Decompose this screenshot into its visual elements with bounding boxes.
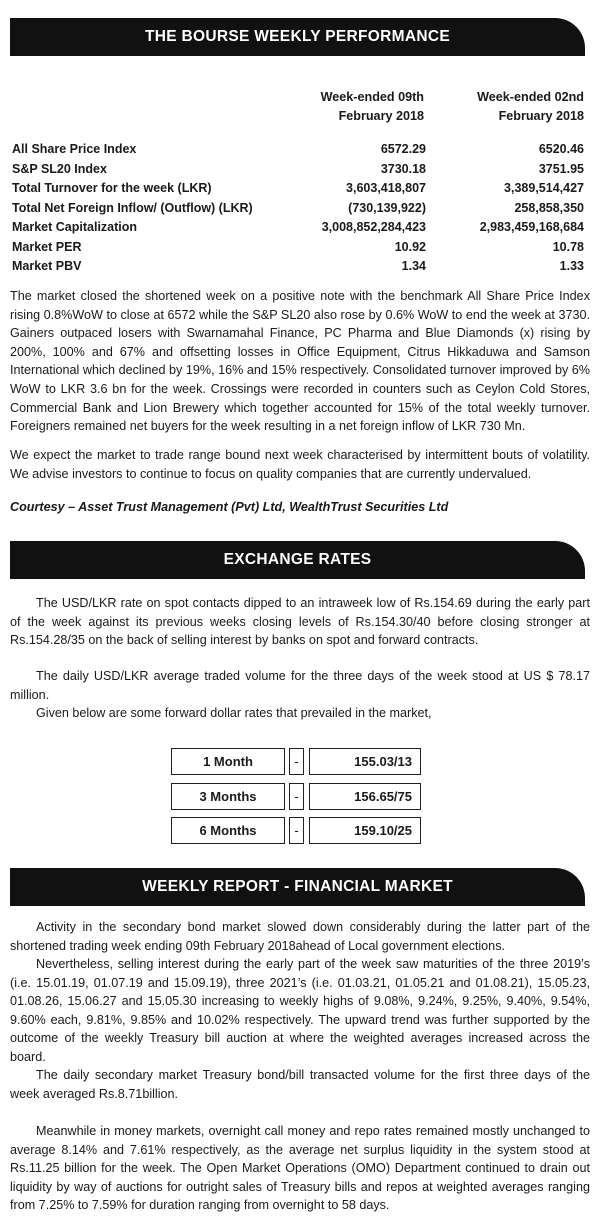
bourse-summary-paragraph: The market closed the shortened week on a positive note with the benchmark All Share Price Index rising 0.8%WoW to close at 6572 while the S&P SL20 also rose by 0.6% WoW to end the week at 3730. Gainers outpaced losers with Swarnamahal Finance, PC Pharma and Blue Diamonds (x) rising by 200%, 100% and 67% and offsetting losses in Office Equipment, Citrus Hikkaduwa and Samson International which declined by 19%, 16% and 15% respectively. Consolidated turnover improved by 6% WoW to LKR 3.6 bn for the week. Crossings were recorded in counters such as Ceylon Cold Stores, Commercial Bank and Lion Brewery which together accounted for 15% of the total weekly turnover. Foreigners remained net buyers for the week resulting in a net foreign inflow of LKR 730 Mn. — [10, 289, 590, 434]
exchange-banner — [10, 541, 585, 579]
column-header-current-week — [280, 88, 424, 126]
previous-value: 3,389,514,427 — [504, 181, 584, 195]
weekly-paragraph-volume: The daily secondary market Treasury bond/bill transacted volume for the first three days of the week averaged Rs.8.71billion. — [10, 1068, 590, 1101]
row-label: Market Capitalization — [12, 220, 138, 234]
performance-table — [12, 140, 588, 277]
table-row — [12, 257, 588, 277]
row-label: S&P SL20 Index — [12, 161, 107, 176]
weekly-paragraph-money-markets: Meanwhile in money markets, overnight call money and repo rates remained mostly unchanged to average 8.14% and 7.61% respectively, as the average net surplus liquidity in the system stood at Rs.11.25 billion for the week. The Open Market Operations (OMO) Department continued to drain out liquidity by way of auctions for outright sales of Treasury bills and repos at weighted averages ranging from 7.25% to 7.59% for duration ranging from overnight to 58 days. — [10, 1124, 590, 1213]
exchange-paragraph-volume: The daily USD/LKR average traded volume for the three days of the week stood at US $ 78.17 million. — [10, 669, 590, 702]
table-row — [12, 179, 588, 199]
column-header-previous-week — [430, 88, 584, 126]
row-label: Total Turnover for the week (LKR) — [12, 181, 212, 195]
forward-rate: 155.03/13 — [309, 748, 421, 775]
previous-value: 3751.95 — [538, 161, 584, 176]
previous-value: 1.33 — [559, 259, 584, 273]
bourse-banner — [10, 18, 585, 56]
row-label: Market PER — [12, 239, 82, 254]
forward-separator: - — [289, 748, 304, 775]
table-row — [12, 160, 588, 180]
table-row — [12, 140, 588, 160]
table-row — [12, 218, 588, 238]
previous-value: 6520.46 — [538, 142, 584, 156]
exchange-paragraph-forward-intro: Given below are some forward dollar rates that prevailed in the market, — [36, 706, 432, 720]
row-label: Market PBV — [12, 259, 82, 273]
weekly-report-banner — [10, 868, 585, 906]
previous-value: 2,983,459,168,684 — [479, 220, 584, 234]
forward-rate: 156.65/75 — [309, 783, 421, 810]
table-row — [12, 199, 588, 219]
current-value: 10.92 — [394, 239, 426, 254]
weekly-report-title: WEEKLY REPORT - FINANCIAL MARKET — [142, 878, 453, 895]
forward-separator: - — [289, 817, 304, 844]
row-label: Total Net Foreign Inflow/ (Outflow) (LKR) — [12, 200, 253, 215]
column-header-line: Week-ended 02nd — [477, 90, 584, 104]
previous-value: 10.78 — [552, 239, 584, 254]
current-value: 3730.18 — [380, 161, 426, 176]
weekly-paragraph-maturities: Nevertheless, selling interest during the early part of the week saw maturities of the three 2019’s (i.e. 15.01.19, 01.07.19 and 15.09.19), three 2021’s (i.e. 01.03.21, 01.05.21 and 01.08.21), 15.05.23, 01.08.26, 15.06.27 and 15.05.30 increasing to weekly highs of 9.08%, 9.24%, 9.25%, 9.40%, 9.54%, 9.60% each, 9.81%, 9.85% and 10.02% respectively. The upward trend was further supported by the outcome of the weekly Treasury bill auction at where the weighted averages increased across the board. — [10, 957, 590, 1064]
current-value: 1.34 — [401, 259, 426, 273]
current-value: (730,139,922) — [348, 200, 426, 215]
exchange-title: EXCHANGE RATES — [223, 551, 372, 568]
table-row — [12, 238, 588, 258]
current-value: 3,008,852,284,423 — [321, 220, 426, 234]
forward-rate: 159.10/25 — [309, 817, 421, 844]
column-header-line: February 2018 — [498, 109, 584, 123]
previous-value: 258,858,350 — [514, 200, 584, 215]
column-header-line: Week-ended 09th — [320, 90, 424, 104]
column-header-line: February 2018 — [338, 109, 424, 123]
forward-tenor: 6 Months — [171, 817, 285, 844]
current-value: 3,603,418,807 — [346, 181, 426, 195]
exchange-paragraph-spot: The USD/LKR rate on spot contacts dipped to an intraweek low of Rs.154.69 during the early part of the week against its previous weeks closing levels of Rs.154.30/40 before closing stronger at Rs.154.28/35 on the back of selling interest by banks on spot and forward contracts. — [10, 596, 590, 648]
bourse-title: THE BOURSE WEEKLY PERFORMANCE — [145, 28, 450, 45]
courtesy-line: Courtesy – Asset Trust Management (Pvt) Ltd, WealthTrust Securities Ltd — [10, 500, 449, 514]
weekly-paragraph-activity: Activity in the secondary bond market slowed down considerably during the latter part of the shortened trading week ending 09th February 2018ahead of Local government elections. — [10, 920, 590, 953]
bourse-outlook-paragraph: We expect the market to trade range bound next week characterised by intermittent bouts of volatility. We advise investors to continue to focus on quality companies that are currently undervalued. — [10, 448, 590, 481]
forward-tenor: 1 Month — [171, 748, 285, 775]
forward-tenor: 3 Months — [171, 783, 285, 810]
current-value: 6572.29 — [380, 142, 426, 156]
forward-separator: - — [289, 783, 304, 810]
row-label: All Share Price Index — [12, 142, 137, 156]
